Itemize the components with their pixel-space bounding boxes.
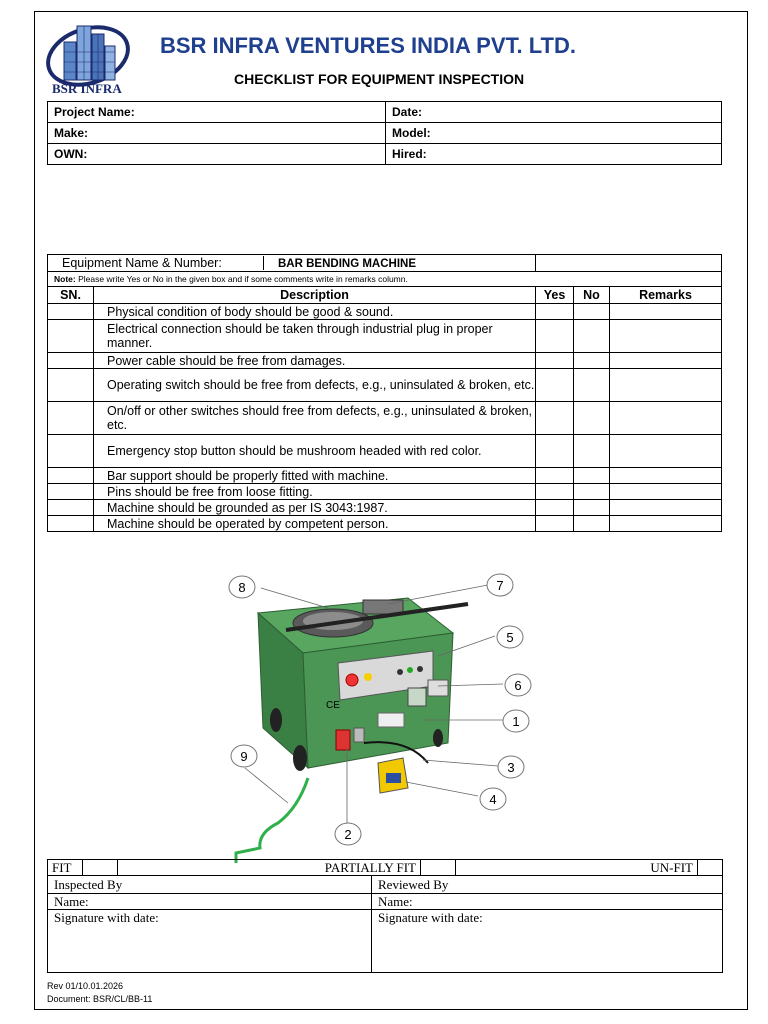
col-remarks: Remarks bbox=[610, 287, 722, 304]
power-socket bbox=[336, 730, 350, 750]
bar-bending-machine-diagram bbox=[228, 568, 538, 863]
unfit-label: UN-FIT bbox=[456, 860, 698, 875]
yes-cell[interactable] bbox=[536, 402, 574, 435]
checklist-row: On/off or other switches should free from defects, e.g., uninsulated & broken, etc. bbox=[48, 402, 722, 435]
svg-text:6: 6 bbox=[514, 678, 522, 693]
inspected-by-label: Inspected By bbox=[48, 876, 372, 894]
col-yes: Yes bbox=[536, 287, 574, 304]
svg-text:4: 4 bbox=[489, 792, 497, 807]
remarks-cell[interactable] bbox=[610, 304, 722, 320]
reviewed-signature-field[interactable]: Signature with date: bbox=[372, 910, 723, 973]
checklist-row: Machine should be grounded as per IS 3043:1987. bbox=[48, 500, 722, 516]
remarks-cell[interactable] bbox=[610, 516, 722, 532]
yes-cell[interactable] bbox=[536, 484, 574, 500]
project-name-field[interactable]: Project Name: bbox=[48, 102, 386, 123]
remarks-cell[interactable] bbox=[610, 468, 722, 484]
svg-text:1: 1 bbox=[512, 714, 520, 729]
callout-2 bbox=[335, 823, 361, 845]
wheel bbox=[433, 729, 443, 747]
equipment-label: Equipment Name & Number: bbox=[48, 256, 264, 270]
yes-cell[interactable] bbox=[536, 353, 574, 369]
callout-6 bbox=[505, 674, 531, 696]
svg-text:8: 8 bbox=[238, 580, 246, 595]
partially-fit-box[interactable] bbox=[421, 860, 456, 875]
yes-cell[interactable] bbox=[536, 369, 574, 402]
svg-text:9: 9 bbox=[240, 749, 248, 764]
document-number: Document: BSR/CL/BB-11 bbox=[47, 994, 153, 1004]
callout-9 bbox=[231, 745, 257, 767]
col-sn: SN. bbox=[48, 287, 94, 304]
date-field[interactable]: Date: bbox=[386, 102, 722, 123]
checklist-row: Emergency stop button should be mushroom headed with red color. bbox=[48, 435, 722, 468]
svg-text:7: 7 bbox=[496, 578, 504, 593]
partially-fit-label: PARTIALLY FIT bbox=[118, 860, 421, 875]
note: Note: Please write Yes or No in the given box and if some comments write in remarks column. bbox=[48, 272, 722, 287]
callout-1 bbox=[503, 710, 529, 732]
callout-8 bbox=[229, 576, 255, 598]
checklist-row: Physical condition of body should be good & sound. bbox=[48, 304, 722, 320]
callout-4 bbox=[480, 788, 506, 810]
no-cell[interactable] bbox=[574, 304, 610, 320]
make-field[interactable]: Make: bbox=[48, 123, 386, 144]
yes-cell[interactable] bbox=[536, 500, 574, 516]
yes-cell[interactable] bbox=[536, 516, 574, 532]
revision-line: Rev 01/10.01.2026 bbox=[47, 981, 124, 991]
remarks-cell[interactable] bbox=[610, 320, 722, 353]
col-no: No bbox=[574, 287, 610, 304]
remarks-cell[interactable] bbox=[610, 484, 722, 500]
no-cell[interactable] bbox=[574, 468, 610, 484]
no-cell[interactable] bbox=[574, 402, 610, 435]
emergency-stop-button bbox=[346, 674, 358, 686]
remarks-cell[interactable] bbox=[610, 500, 722, 516]
remarks-cell[interactable] bbox=[610, 435, 722, 468]
yes-cell[interactable] bbox=[536, 320, 574, 353]
no-cell[interactable] bbox=[574, 500, 610, 516]
svg-text:2: 2 bbox=[344, 827, 352, 842]
no-cell[interactable] bbox=[574, 435, 610, 468]
wheel bbox=[270, 708, 282, 732]
no-cell[interactable] bbox=[574, 353, 610, 369]
svg-text:3: 3 bbox=[507, 760, 515, 775]
checklist-row: Bar support should be properly fitted with machine. bbox=[48, 468, 722, 484]
inspected-signature-field[interactable]: Signature with date: bbox=[48, 910, 372, 973]
equipment-value: BAR BENDING MACHINE bbox=[278, 257, 416, 270]
inspected-name-field[interactable]: Name: bbox=[48, 894, 372, 910]
company-name: BSR INFRA VENTURES INDIA PVT. LTD. bbox=[160, 33, 576, 58]
callout-5 bbox=[497, 626, 523, 648]
checklist-row: Electrical connection should be taken through industrial plug in proper manner. bbox=[48, 320, 722, 353]
hired-field[interactable]: Hired: bbox=[386, 144, 722, 165]
checklist-table bbox=[47, 254, 722, 532]
yes-cell[interactable] bbox=[536, 468, 574, 484]
reviewed-by-label: Reviewed By bbox=[372, 876, 723, 894]
no-cell[interactable] bbox=[574, 516, 610, 532]
project-info-table bbox=[47, 101, 722, 165]
svg-text:5: 5 bbox=[506, 630, 514, 645]
logo-text: BSR INFRA bbox=[52, 81, 122, 96]
ce-mark: CE bbox=[326, 700, 340, 711]
remarks-cell[interactable] bbox=[610, 402, 722, 435]
revision-info bbox=[47, 980, 152, 1006]
checklist-row: Machine should be operated by competent person. bbox=[48, 516, 722, 532]
callout-7 bbox=[487, 574, 513, 596]
col-description: Description bbox=[94, 287, 536, 304]
unfit-box[interactable] bbox=[698, 860, 722, 875]
switch-box bbox=[428, 680, 448, 696]
no-cell[interactable] bbox=[574, 320, 610, 353]
yes-cell[interactable] bbox=[536, 435, 574, 468]
own-field[interactable]: OWN: bbox=[48, 144, 386, 165]
checklist-row: Operating switch should be free from defects, e.g., uninsulated & broken, etc. bbox=[48, 369, 722, 402]
reviewed-name-field[interactable]: Name: bbox=[372, 894, 723, 910]
power-cable bbox=[236, 778, 308, 863]
remarks-cell[interactable] bbox=[610, 353, 722, 369]
fit-label: FIT bbox=[48, 860, 83, 875]
yes-cell[interactable] bbox=[536, 304, 574, 320]
checklist-row: Power cable should be free from damages. bbox=[48, 353, 722, 369]
document-title: CHECKLIST FOR EQUIPMENT INSPECTION bbox=[234, 71, 525, 87]
no-cell[interactable] bbox=[574, 369, 610, 402]
model-field[interactable]: Model: bbox=[386, 123, 722, 144]
inspection-result-table bbox=[47, 859, 723, 973]
wheel bbox=[293, 745, 307, 771]
callout-3 bbox=[498, 756, 524, 778]
no-cell[interactable] bbox=[574, 484, 610, 500]
remarks-cell[interactable] bbox=[610, 369, 722, 402]
fit-box[interactable] bbox=[83, 860, 118, 875]
checklist-row: Pins should be free from loose fitting. bbox=[48, 484, 722, 500]
